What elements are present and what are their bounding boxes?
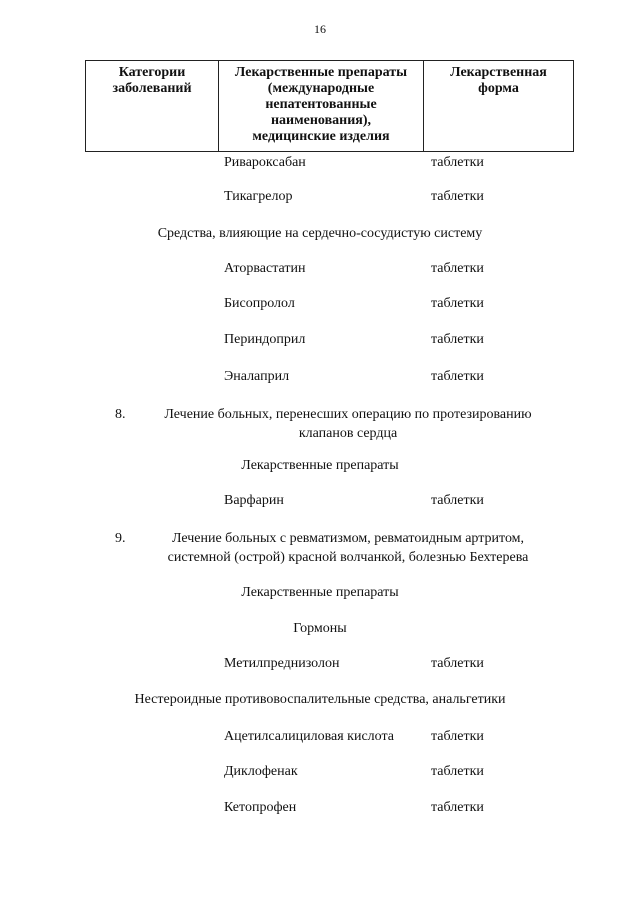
drug-form: таблетки (431, 189, 484, 204)
drug-form: таблетки (431, 729, 484, 744)
table-row (0, 261, 640, 279)
group-heading-hormones: Гормоны (293, 621, 347, 636)
drug-name: Периндоприл (224, 332, 306, 347)
group-heading-cardio: Средства, влияющие на сердечно-сосудистую систему (157, 226, 483, 241)
table-row (0, 493, 640, 511)
table-header (85, 60, 574, 152)
drug-form: таблетки (431, 332, 484, 347)
group-heading-nsaid: Нестероидные противовоспалительные средства, анальгетики (134, 692, 506, 707)
table-row (0, 369, 640, 387)
drug-name: Аторвастатин (224, 261, 306, 276)
table-row (0, 332, 640, 350)
table-row (0, 656, 640, 674)
drug-form: таблетки (431, 800, 484, 815)
section-8-heading (115, 405, 555, 443)
table-row (0, 729, 640, 747)
drug-name: Эналаприл (224, 369, 290, 384)
drug-name: Диклофенак (224, 764, 298, 779)
drug-form: таблетки (431, 155, 484, 170)
table-row (0, 296, 640, 314)
table-row (0, 189, 640, 207)
header-categories: Категории заболеваний (86, 61, 219, 151)
drug-name: Ривароксабан (224, 155, 306, 170)
table-row (0, 764, 640, 782)
drug-form: таблетки (431, 764, 484, 779)
subheading-drugs: Лекарственные препараты (241, 585, 399, 600)
drug-name: Тикагрелор (224, 189, 293, 204)
drug-form: таблетки (431, 656, 484, 671)
drug-form: таблетки (431, 296, 484, 311)
drug-form: таблетки (431, 369, 484, 384)
drug-name: Метилпреднизолон (224, 656, 340, 671)
drug-name: Бисопролол (224, 296, 295, 311)
section-number: 9. (115, 531, 126, 546)
section-9-heading (115, 529, 555, 567)
table-row (0, 800, 640, 818)
drug-name: Ацетилсалициловая кислота (224, 729, 394, 744)
drug-form: таблетки (431, 261, 484, 276)
table-row (0, 155, 640, 173)
page-number: 16 (314, 22, 326, 36)
section-number: 8. (115, 407, 126, 422)
section-title: Лечение больных с ревматизмом, ревматоидным артритом, системной (острой) красной волчанкой, болезнью Бехтерева (167, 531, 529, 565)
subheading-drugs: Лекарственные препараты (241, 458, 399, 473)
section-title: Лечение больных, перенесших операцию по протезированию клапанов сердца (164, 407, 532, 441)
drug-name: Варфарин (224, 493, 284, 508)
drug-form: таблетки (431, 493, 484, 508)
drug-name: Кетопрофен (224, 800, 297, 815)
header-form: Лекарственная форма (450, 65, 547, 96)
header-drugs: Лекарственные препараты (международные непатентованные наименования), медицинские изделия (219, 61, 424, 151)
